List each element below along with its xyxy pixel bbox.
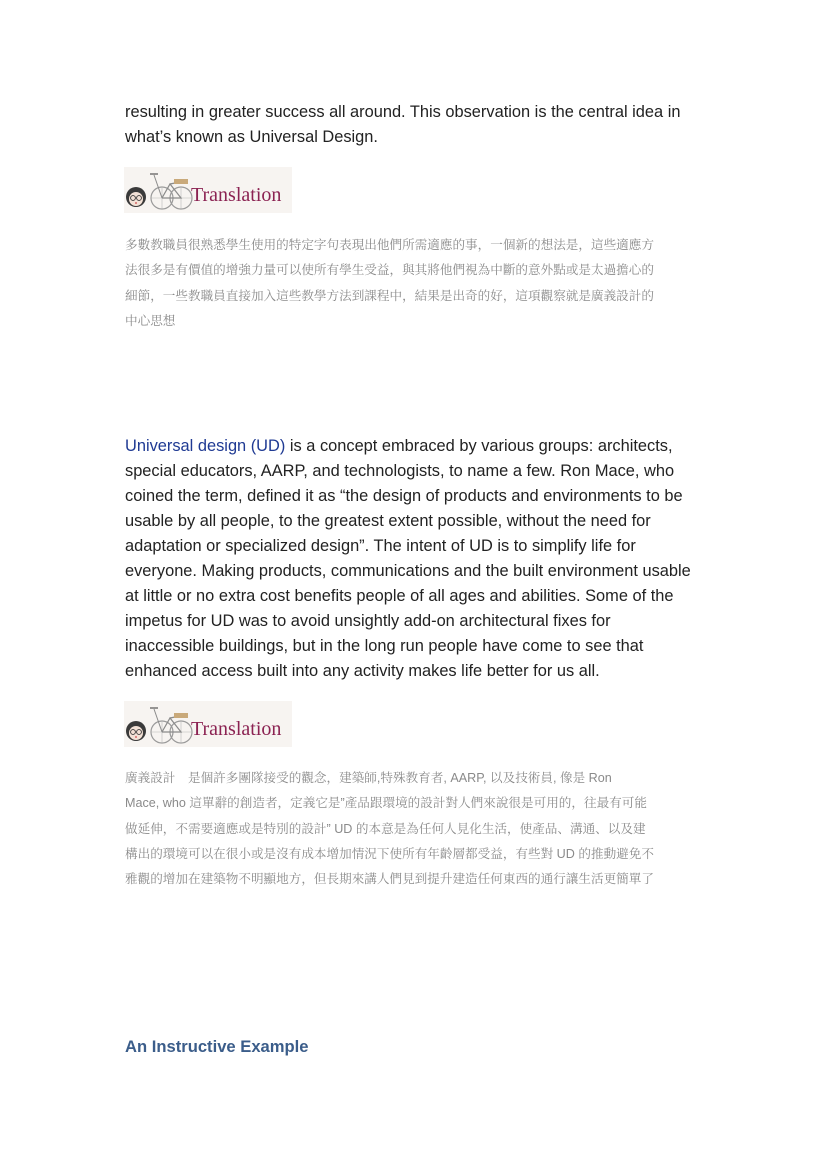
text-line: 中心思想 <box>125 313 176 328</box>
text-line: 多數教職員很熟悉學生使用的特定字句表現出他們所需適應的事，一個新的想法是，這些適應方 <box>125 238 654 252</box>
translation-badge <box>124 701 299 747</box>
text-line: special educators, AARP, and technologists, to name a few. Ron Mace, who <box>125 462 675 480</box>
text-line <box>125 434 710 459</box>
intro-paragraph <box>125 100 710 150</box>
translation-paragraph <box>125 766 710 892</box>
text-line: 做延伸，不需要適應或是特別的設計” UD 的本意是為任何人見化生活，使產品、溝通、以及建 <box>125 821 646 836</box>
text-line: what’s known as Universal Design. <box>125 128 378 146</box>
text-line: 雅觀的增加在建築物不明顯地方，但長期來講人們見到提升建造任何東西的通行讓生活更簡單了 <box>125 872 654 887</box>
text-line: 細節，一些教職員直接加入這些教學方法到課程中，結果是出奇的好，這項觀察就是廣義設計的 <box>125 288 654 303</box>
text-line: usable by all people, to the greatest extent possible, without the need for <box>125 512 651 530</box>
text-line: coined the term, defined it as “the design of products and environments to be <box>125 487 683 505</box>
text-line: impetus for UD was to avoid unsightly add-on architectural fixes for <box>125 612 611 630</box>
text-line: adaptation or specialized design”. The intent of UD is to simplify life for <box>125 537 636 555</box>
text-line: 構出的環境可以在很小或是沒有成本增加情況下使所有年齡層都受益，有些對 UD 的推動避免不 <box>125 846 654 861</box>
translation-label: Translation <box>191 718 282 740</box>
text-line: enhanced access built into any activity makes life better for us all. <box>125 662 600 680</box>
translation-badge <box>124 167 299 213</box>
text-line: inaccessible buildings, but in the long run people have come to see that <box>125 637 644 655</box>
text-line: 廣義設計 是個許多團隊接受的觀念，建築師,特殊教育者, AARP, 以及技術員, 像是 Ron <box>125 771 612 785</box>
translation-label: Translation <box>191 184 282 206</box>
text-line: 法很多是有價值的增強力量可以使所有學生受益，與其將他們視為中斷的意外點或是太過擔心的 <box>125 263 654 278</box>
section-heading: An Instructive Example <box>125 1037 309 1056</box>
text-fragment: is a concept embraced by various groups: architects, <box>285 437 673 455</box>
text-line: everyone. Making products, communications and the built environment usable <box>125 562 691 580</box>
translation-paragraph <box>125 233 710 334</box>
universal-design-link[interactable]: Universal design (UD) <box>125 437 286 455</box>
text-line: Mace, who 這單辭的創造者，定義它是”產品跟環境的設計對人們來說很是可用的，往最有可能 <box>125 796 647 811</box>
ud-paragraph <box>125 434 710 684</box>
text-line: resulting in greater success all around. This observation is the central idea in <box>125 103 681 121</box>
text-line: at little or no extra cost benefits people of all ages and abilities. Some of the <box>125 587 674 605</box>
